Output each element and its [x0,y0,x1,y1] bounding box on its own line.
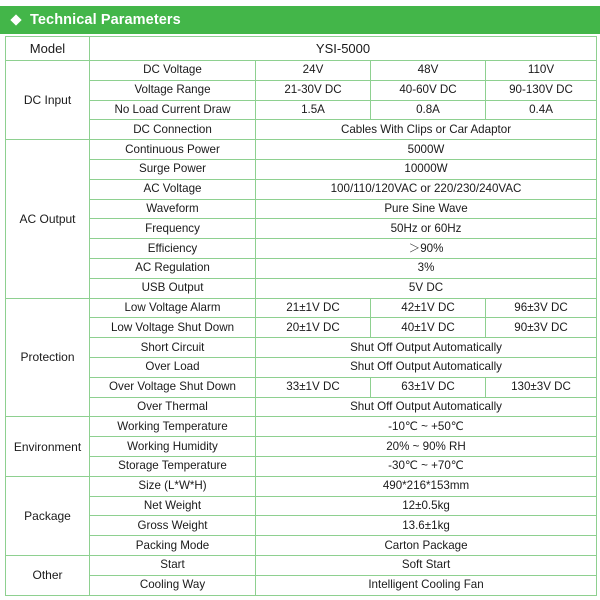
parameter-value: 24V [256,61,371,81]
spec-row-efficiency [6,239,597,259]
spec-row-low-voltage-alarm [6,298,597,318]
parameter-value: 490*216*153mm [256,476,597,496]
spec-row-working-humidity [6,437,597,457]
spec-row-net-weight [6,496,597,516]
parameter-value: 40±1V DC [371,318,486,338]
parameter-label: Over Load [90,357,256,377]
parameter-value: -10℃ ~ +50℃ [256,417,597,437]
spec-row-dc-connection [6,120,597,140]
parameter-label: Surge Power [90,159,256,179]
parameter-label: Over Voltage Shut Down [90,377,256,397]
parameter-value: 20±1V DC [256,318,371,338]
parameter-label: Net Weight [90,496,256,516]
parameter-value: Soft Start [256,555,597,575]
parameter-value: 50Hz or 60Hz [256,219,597,239]
spec-row-start [6,555,597,575]
parameter-label: Start [90,555,256,575]
spec-row-over-voltage-shut-down [6,377,597,397]
parameter-label: Voltage Range [90,80,256,100]
parameter-label: Low Voltage Alarm [90,298,256,318]
spec-row-usb-output [6,278,597,298]
parameter-label: Cooling Way [90,575,256,595]
section-label-other: Other [6,555,90,595]
parameter-value: 12±0.5kg [256,496,597,516]
spec-row-continuous-power [6,140,597,160]
diamond-icon [10,14,21,25]
parameter-label: Gross Weight [90,516,256,536]
parameter-value: 1.5A [256,100,371,120]
spec-row-short-circuit [6,338,597,358]
parameter-label: Waveform [90,199,256,219]
spec-row-waveform [6,199,597,219]
section-label-protection: Protection [6,298,90,417]
spec-row-cooling-way [6,575,597,595]
parameter-value: Carton Package [256,536,597,556]
spec-row-gross-weight [6,516,597,536]
spec-row-ac-voltage [6,179,597,199]
spec-row-working-temperature [6,417,597,437]
parameter-value: 63±1V DC [371,377,486,397]
parameter-value: Shut Off Output Automatically [256,397,597,417]
spec-row-ac-regulation [6,258,597,278]
parameter-value: Pure Sine Wave [256,199,597,219]
parameter-label: Low Voltage Shut Down [90,318,256,338]
parameter-value: 130±3V DC [486,377,597,397]
section-header [0,6,600,34]
parameter-value: 10000W [256,159,597,179]
parameter-value: 0.4A [486,100,597,120]
parameter-label: Over Thermal [90,397,256,417]
parameter-label: USB Output [90,278,256,298]
parameter-label: Packing Mode [90,536,256,556]
model-label: Model [6,37,90,61]
parameter-value: Cables With Clips or Car Adaptor [256,120,597,140]
spec-row-voltage-range [6,80,597,100]
spec-row-storage-temperature [6,456,597,476]
parameter-value: 13.6±1kg [256,516,597,536]
section-label-dc-input: DC Input [6,61,90,140]
parameter-value: 96±3V DC [486,298,597,318]
parameter-value: 33±1V DC [256,377,371,397]
header-title: Technical Parameters [30,12,181,28]
spec-row-surge-power [6,159,597,179]
parameter-label: Storage Temperature [90,456,256,476]
parameter-label: Frequency [90,219,256,239]
parameter-value: 110V [486,61,597,81]
parameter-value: 48V [371,61,486,81]
parameter-value: 100/110/120VAC or 220/230/240VAC [256,179,597,199]
parameter-value: 5000W [256,140,597,160]
parameter-label: Short Circuit [90,338,256,358]
parameter-label: Working Temperature [90,417,256,437]
parameter-label: No Load Current Draw [90,100,256,120]
specifications-table [5,36,597,596]
parameter-value: ＞90% [256,239,597,259]
parameter-value: Shut Off Output Automatically [256,338,597,358]
parameter-label: AC Regulation [90,258,256,278]
parameter-value: -30℃ ~ +70℃ [256,456,597,476]
section-label-package: Package [6,476,90,555]
model-value: YSI-5000 [90,37,597,61]
parameter-value: 42±1V DC [371,298,486,318]
parameter-label: DC Connection [90,120,256,140]
parameter-label: DC Voltage [90,61,256,81]
spec-row-dc-voltage [6,61,597,81]
parameter-value: 21-30V DC [256,80,371,100]
spec-row-no-load-current-draw [6,100,597,120]
parameter-value: 0.8A [371,100,486,120]
parameter-value: 20% ~ 90% RH [256,437,597,457]
parameter-value: 3% [256,258,597,278]
spec-row-over-load [6,357,597,377]
parameter-value: Shut Off Output Automatically [256,357,597,377]
parameter-value: 40-60V DC [371,80,486,100]
parameter-label: Efficiency [90,239,256,259]
parameter-value: 90±3V DC [486,318,597,338]
parameter-value: 90-130V DC [486,80,597,100]
parameter-label: AC Voltage [90,179,256,199]
parameter-label: Working Humidity [90,437,256,457]
parameter-label: Continuous Power [90,140,256,160]
section-label-environment: Environment [6,417,90,476]
spec-row-size-l-w-h [6,476,597,496]
spec-row-packing-mode [6,536,597,556]
parameter-label: Size (L*W*H) [90,476,256,496]
model-row [6,37,597,61]
spec-row-frequency [6,219,597,239]
parameter-value: 5V DC [256,278,597,298]
parameter-value: 21±1V DC [256,298,371,318]
section-label-ac-output: AC Output [6,140,90,298]
spec-row-low-voltage-shut-down [6,318,597,338]
parameter-value: Intelligent Cooling Fan [256,575,597,595]
spec-row-over-thermal [6,397,597,417]
